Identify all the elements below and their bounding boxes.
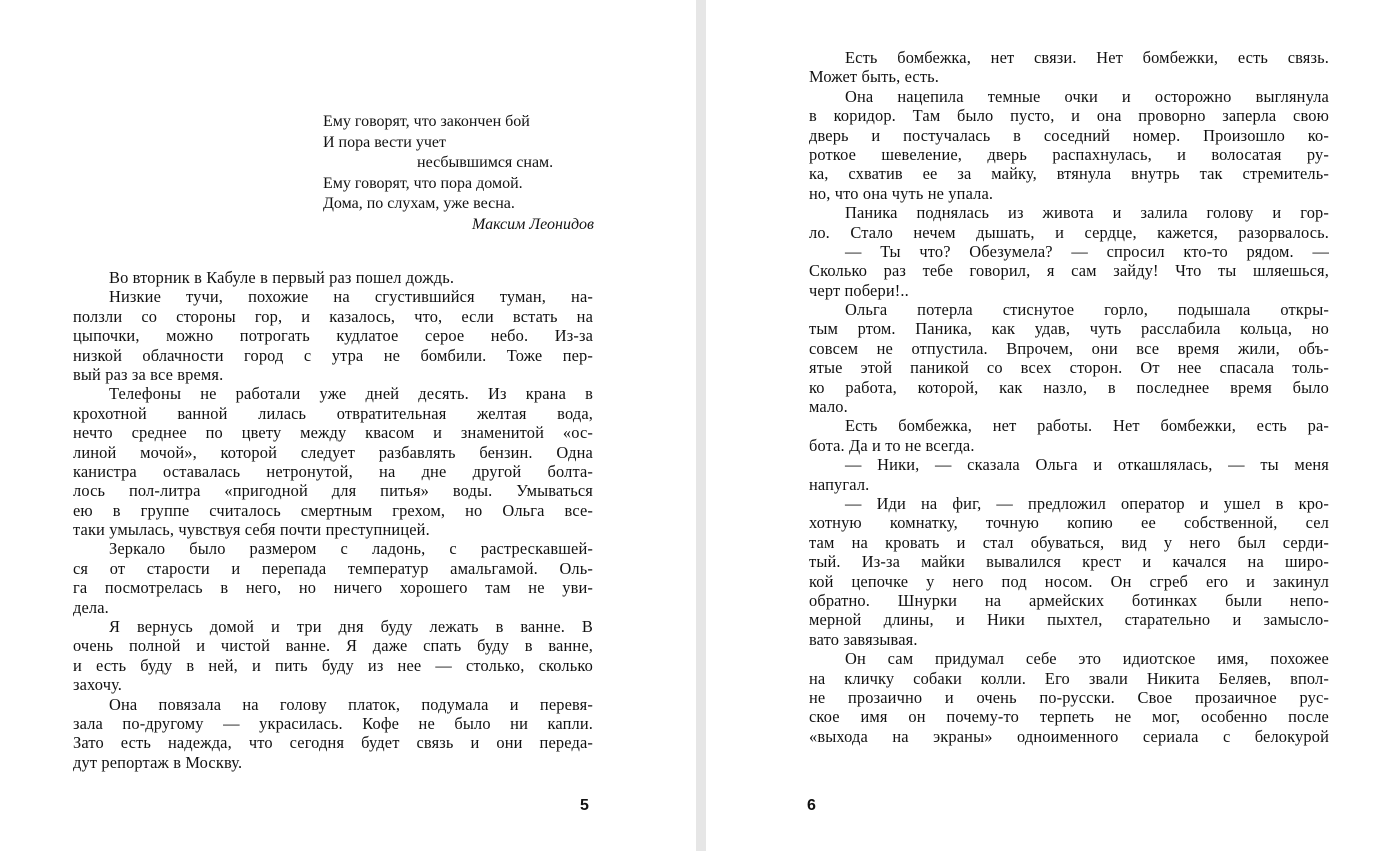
text-line: канистра оставалась нетронутой, на дне другой болта- [73, 461, 593, 481]
text-line: мало. [809, 397, 848, 417]
text-line: вый раз за все время. [73, 364, 224, 384]
text-line: Во вторник в Кабуле в первый раз пошел дождь. [109, 268, 455, 287]
text-line: крохотной ванной лилась отвратительная желтая вода, [73, 403, 593, 423]
text-line: низкой облачности город с утра не бомбили. Тоже пер- [73, 345, 593, 365]
text-line: Сколько раз тебе говорил, я сам зайду! Что ты шляешься, [809, 261, 1329, 281]
text-line: «выхода на экраны» одноименного сериала с белокурой [809, 726, 1329, 746]
text-line: Зеркало было размером с ладонь, с растрескавшей- [109, 539, 593, 559]
text-line: ка, схватив ее за майку, втянула внутрь так стремитель- [809, 164, 1329, 184]
text-line: там на кровать и стал обуваться, вид у него был серди- [809, 532, 1329, 552]
text-line: Может быть, есть. [809, 67, 940, 87]
text-line: напугал. [809, 474, 870, 494]
text-line: в коридор. Там было пусто, и она проворно заперла свою [809, 106, 1329, 126]
text-line: вато завязывая. [809, 629, 918, 649]
text-line: зала по-другому — украсилась. Кофе не было ни капли. [73, 713, 593, 733]
text-line: бота. Да и то не всегда. [809, 435, 975, 455]
epigraph-author: Максим Леонидов [472, 215, 594, 233]
epigraph-line: И пора вести учет [323, 133, 446, 151]
text-line: Он сам придумал себе это идиотское имя, похожее [845, 649, 1329, 669]
epigraph-line: Ему говорят, что закончен бой [323, 113, 530, 130]
text-line: тый. Из-за майки вывалился крест и качался на широ- [809, 552, 1329, 572]
page-number-left: 5 [580, 797, 589, 814]
text-line: ское имя он почему-то терпеть не мог, особенно после [809, 707, 1329, 727]
text-line: ло. Стало нечем дышать, и сердце, кажется, разорвалось. [809, 222, 1329, 242]
text-line: Есть бомбежка, нет работы. Нет бомбежки, есть ра- [845, 416, 1329, 436]
text-line: захочу. [73, 675, 123, 695]
text-line: га посмотрелась в него, но ничего хорошего там не уви- [73, 578, 593, 598]
text-line: ко работа, которой, как назло, в последнее время было [809, 377, 1329, 397]
text-line: кой цепочке у него под носом. Он сгреб его и закинул [809, 571, 1329, 591]
epigraph-line: Ему говорят, что пора домой. [323, 174, 523, 192]
text-line: Она нацепила темные очки и осторожно выглянула [845, 86, 1329, 106]
text-line: — Ники, — сказала Ольга и откашлялась, — ты меня [845, 455, 1329, 475]
text-line: — Иди на фиг, — предложил оператор и ушел в кро- [845, 493, 1329, 513]
page-number-right: 6 [807, 797, 816, 814]
left-page-body [73, 268, 593, 772]
left-page [0, 0, 696, 851]
text-line: дела. [73, 597, 109, 617]
text-line: таки умылась, чувствуя себя почти преступницей. [73, 520, 430, 540]
text-line: обратно. Шнурки на армейских ботинках были непо- [809, 590, 1329, 610]
text-line: Зато есть надежда, что сегодня будет связь и они переда- [73, 733, 593, 753]
text-line: и есть буду в ней, и пить буду из нее — столько, сколько [73, 655, 593, 675]
text-line: дут репортаж в Москву. [73, 752, 243, 772]
epigraph-line: Дома, по слухам, уже весна. [323, 195, 515, 213]
text-line: — Ты что? Обезумела? — спросил кто-то рядом. — [845, 241, 1329, 261]
text-line: Телефоны не работали уже дней десять. Из крана в [109, 384, 593, 404]
text-line: ею в группе считалось смертным грехом, но Ольга все- [73, 500, 593, 520]
text-line: Низкие тучи, похожие на сгустившийся туман, на- [109, 287, 593, 307]
text-line: дверь и постучалась в соседний номер. Произошло ко- [809, 125, 1329, 145]
epigraph [323, 112, 598, 236]
text-line: лось пол-литра «пригодной для питья» воды. Умываться [73, 481, 593, 501]
text-line: Я вернусь домой и три дня буду лежать в ванне. В [109, 617, 593, 637]
text-line: на кличку собаки колли. Его звали Никита Беляев, впол- [809, 668, 1329, 688]
text-line: очень полной и чистой ванне. Я даже спать буду в ванне, [73, 636, 593, 656]
text-line: мерной длины, и Ники пыхтел, старательно и замысло- [809, 610, 1329, 630]
text-line: совсем не отпустила. Впрочем, они все время жили, объ- [809, 338, 1329, 358]
text-line: нечто среднее по цвету между квасом и знаменитой «ос- [73, 423, 593, 443]
text-line: ятые этой паникой со всех сторон. От нее спасала толь- [809, 358, 1329, 378]
right-page-body [809, 48, 1329, 746]
text-line: черт побери!.. [809, 280, 909, 300]
text-line: не прозаично и очень по-русски. Свое прозаичное рус- [809, 687, 1329, 707]
text-line: ползли со стороны гор, и казалось, что, если встать на [73, 306, 593, 326]
text-line: Есть бомбежка, нет связи. Нет бомбежки, есть связь. [845, 48, 1329, 67]
text-line: роткое шевеление, дверь распахнулась, и волосатая ру- [809, 144, 1329, 164]
text-line: Паника поднялась из живота и залила голову и гор- [845, 203, 1329, 223]
text-line: Ольга потерла стиснутое горло, подышала откры- [845, 300, 1329, 320]
text-line: Она повязала на голову платок, подумала и перевя- [109, 694, 593, 714]
text-line: хотную комнатку, точную копию ее собственной, сел [809, 513, 1329, 533]
text-line: линой мочой», которой следует разбавлять бензин. Одна [73, 442, 593, 462]
text-line: ся от старости и перепада температур амальгамой. Оль- [73, 558, 593, 578]
right-page [706, 0, 1399, 851]
text-line: но, что она чуть не упала. [809, 183, 994, 203]
text-line: тым ртом. Паника, как удав, чуть расслабила кольца, но [809, 319, 1329, 339]
text-line: цыпочки, можно потрогать кудлатое серое небо. Из-за [73, 326, 593, 346]
epigraph-line: несбывшимся снам. [417, 154, 554, 172]
